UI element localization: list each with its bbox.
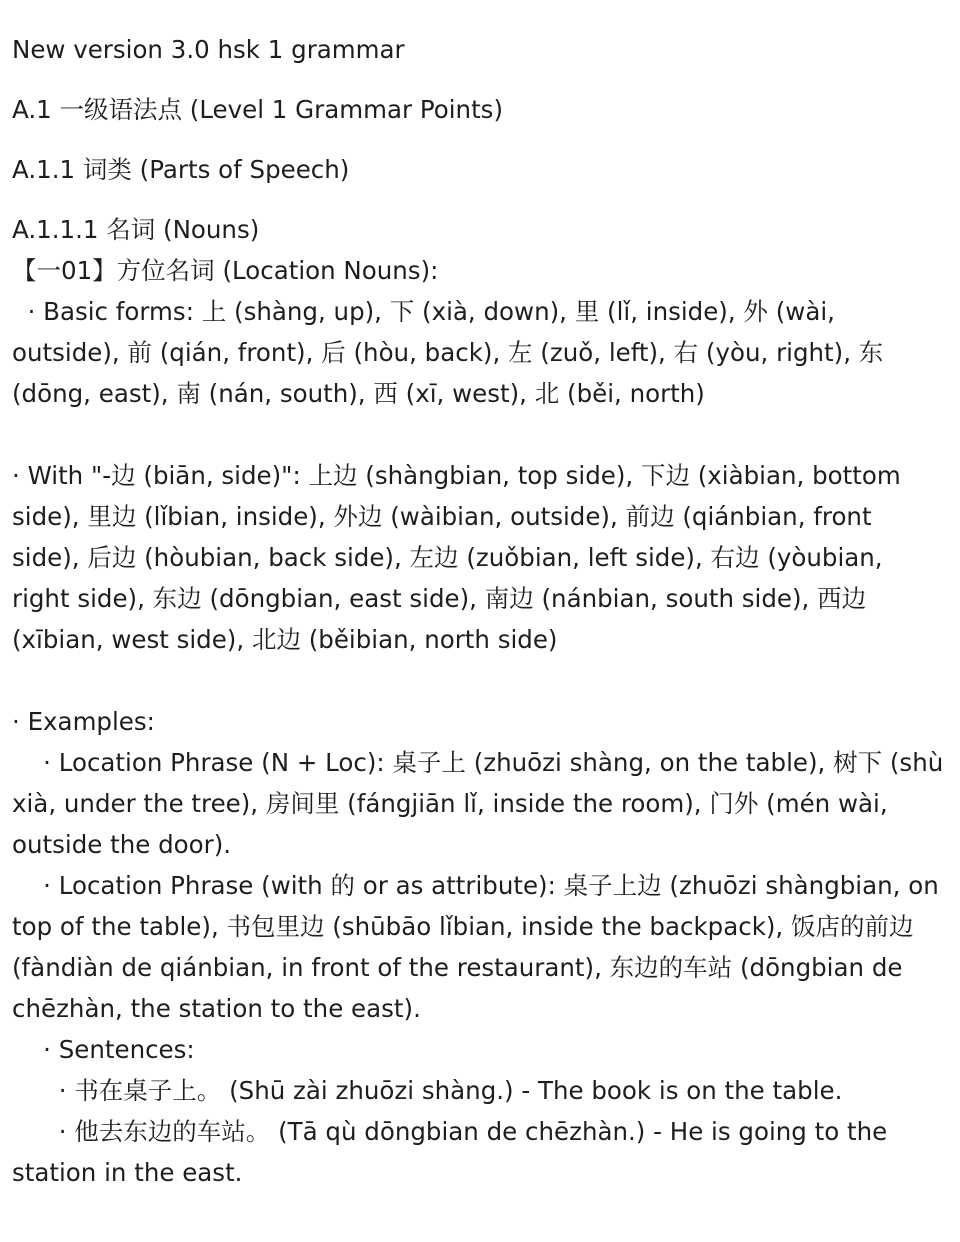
- example-sentence-1: · 书在桌子上。 (Shū zài zhuōzi shàng.) - The book is on the table.: [12, 1076, 843, 1105]
- location-phrase-n-loc-paragraph: · Location Phrase (N + Loc): 桌子上 (zhuōzi shàng, on the table), 树下 (shù xià, under the tree), 房间里 (fángjiān lǐ, inside the room), 门外 (mén wài, outside the door).: [12, 748, 952, 859]
- examples-label: · Examples:: [12, 707, 155, 736]
- example-sentence-2: · 他去东边的车站。 (Tā qù dōngbian de chēzhàn.) - He is going to the station in the east.: [12, 1117, 896, 1187]
- blank-line: [12, 660, 946, 701]
- heading-nouns: A.1.1.1 名词 (Nouns): [12, 215, 260, 244]
- document-title: New version 3.0 hsk 1 grammar: [12, 35, 405, 64]
- basic-forms-paragraph: · Basic forms: 上 (shàng, up), 下 (xià, down), 里 (lǐ, inside), 外 (wài, outside), 前 (qián, front), 后 (hòu, back), 左 (zuǒ, left), 右 (yòu, right), 东 (dōng, east), 南 (nán, south), 西 (xī, west), 北 (běi, north): [12, 297, 892, 408]
- heading-parts-of-speech: A.1.1 词类 (Parts of Speech): [12, 155, 350, 184]
- sentences-label: · Sentences:: [12, 1035, 195, 1064]
- blank-line: [12, 414, 946, 455]
- location-phrase-attribute-paragraph: · Location Phrase (with 的 or as attribute): 桌子上边 (zhuōzi shàngbian, on top of the table), 书包里边 (shūbāo lǐbian, inside the backpack), 饭店的前边 (fàndiàn de qiánbian, in front of the restaurant), 东边的车站 (dōngbian de chēzhàn, the station to the east).: [12, 871, 947, 1023]
- with-bian-paragraph: · With "-边 (biān, side)": 上边 (shàngbian, top side), 下边 (xiàbian, bottom side), 里边 (lǐbian, inside), 外边 (wàibian, outside), 前边 (qiánbian, front side), 后边 (hòubian, back side), 左边 (zuǒbian, left side), 右边 (yòubian, right side), 东边 (dōngbian, east side), 南边 (nánbian, south side), 西边 (xībian, west side), 北边 (běibian, north side): [12, 461, 909, 654]
- section-location-nouns-label: 【一01】方位名词 (Location Nouns):: [12, 256, 439, 285]
- heading-level-1-grammar-points: A.1 一级语法点 (Level 1 Grammar Points): [12, 95, 504, 124]
